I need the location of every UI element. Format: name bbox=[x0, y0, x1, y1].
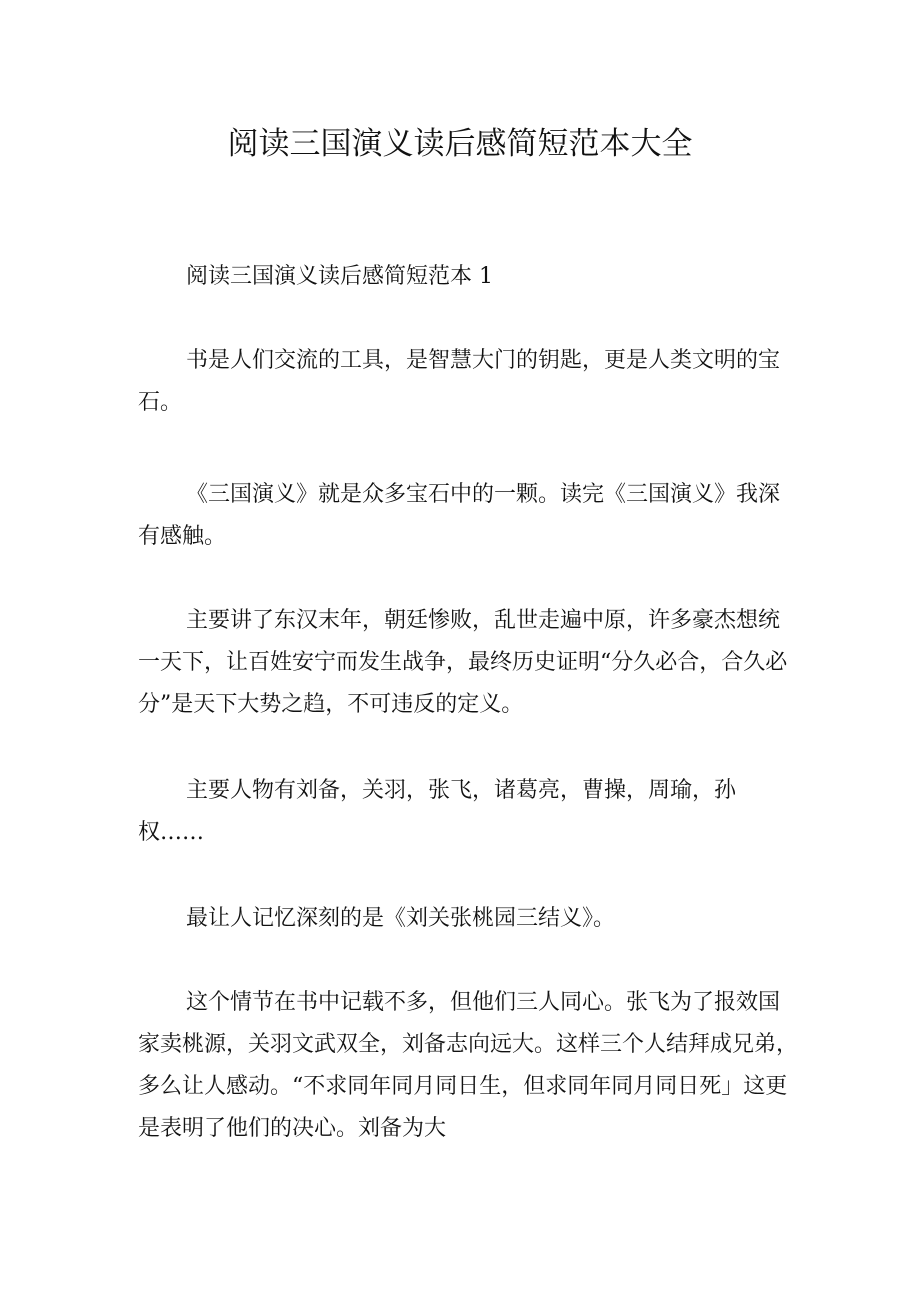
paragraph-1: 书是人们交流的工具，是智慧大门的钥匙，更是人类文明的宝石。 bbox=[138, 348, 781, 415]
paragraph-6: 这个情节在书中记载不多，但他们三人同心。张飞为了报效国家卖桃源，关羽文武双全，刘备志向远大。这样三个人结拜成兄弟，多么让人感动。“不求同年同月同日生，但求同年同月同日死」这更是表明了他们的决心。刘备为大 bbox=[138, 990, 799, 1141]
document-title: 阅读三国演义读后感简短范本大全 bbox=[227, 126, 693, 162]
section-heading: 阅读三国演义读后感简短范本 1 bbox=[186, 264, 493, 289]
paragraph-4: 主要人物有刘备，关羽，张飞，诸葛亮，曹操，周瑜，孙权…… bbox=[138, 778, 737, 845]
paragraph-5: 最让人记忆深刻的是《刘关张桃园三结义》。 bbox=[186, 906, 616, 931]
paragraph-2: 《三国演义》就是众多宝石中的一颗。读完《三国演义》我深有感触。 bbox=[138, 482, 781, 549]
paragraph-3: 主要讲了东汉末年，朝廷惨败，乱世走遍中原，许多豪杰想统一天下，让百姓安宁而发生战争，最终历史证明“分久必合，合久必分”是天下大势之趋，不可违反的定义。 bbox=[138, 608, 788, 717]
